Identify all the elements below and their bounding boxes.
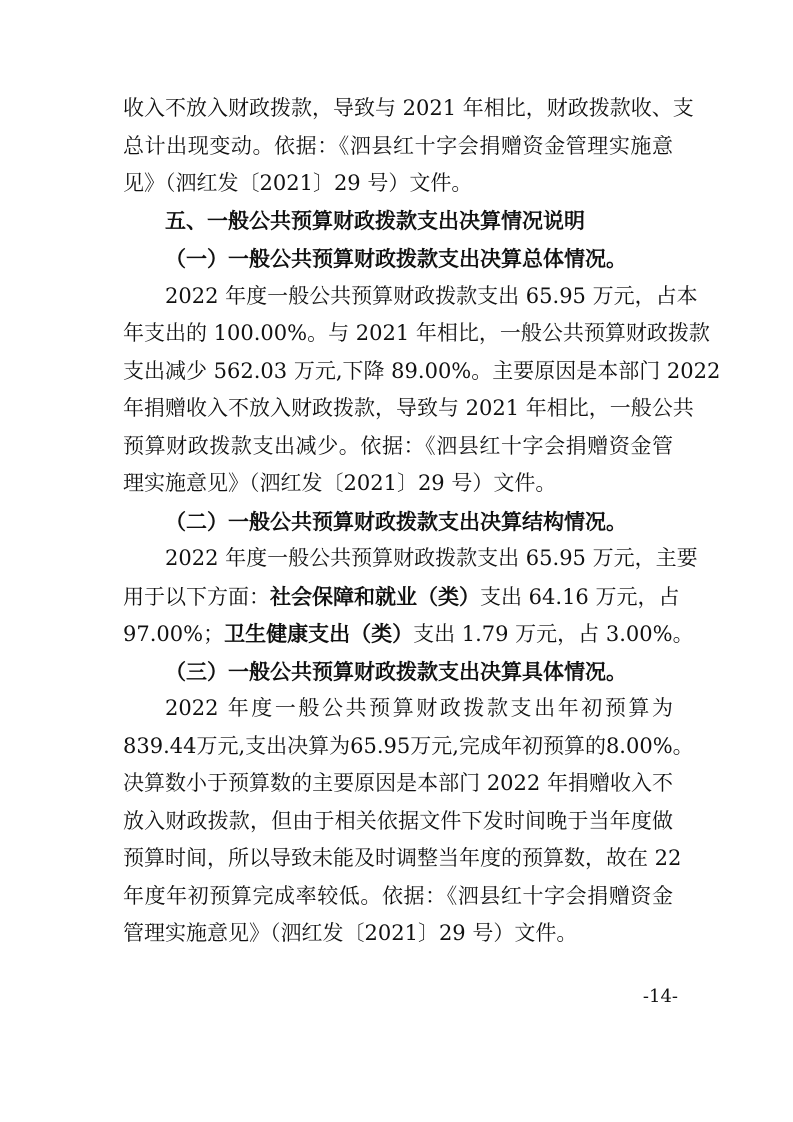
subsection-heading: （三）一般公共预算财政拨款支出决算具体情况。: [165, 658, 627, 684]
text-run: 97.00%；: [123, 622, 225, 646]
paragraph-line: 支出减少 562.03 万元,下降 89.00%。主要原因是本部门 2022: [123, 358, 721, 383]
subsection-heading: （一）一般公共预算财政拨款支出决算总体情况。: [165, 246, 627, 271]
paragraph-line: 管理实施意见》（泗红发〔2021〕29 号）文件。: [123, 921, 578, 945]
paragraph-line: 总计出现变动。依据：《泗县红十字会捐赠资金管理实施意: [123, 133, 673, 158]
bold-category: 卫生健康支出（类）: [224, 621, 414, 646]
paragraph-line: 2022 年度一般公共预算财政拨款支出 65.95 万元，占本: [165, 283, 698, 308]
paragraph-line: 年支出的 100.00%。与 2021 年相比，一般公共预算财政拨款: [123, 321, 710, 345]
paragraph-line: [123, 615, 694, 653]
text-run: 用于以下方面：: [123, 584, 270, 609]
paragraph-line: 理实施意见》（泗红发〔2021〕29 号）文件。: [123, 471, 557, 495]
subsection-heading: （二）一般公共预算财政拨款支出决算结构情况。: [165, 508, 627, 534]
page-number: -14-: [642, 986, 678, 1007]
paragraph-line: 2022 年度一般公共预算财政拨款支出年初预算为: [165, 696, 673, 720]
paragraph-line: 年捐赠收入不放入财政拨款，导致与 2021 年相比，一般公共: [123, 396, 694, 420]
body-text: [123, 90, 721, 953]
paragraph-line: 预算时间，所以导致未能及时调整当年度的预算数，故在 22: [123, 846, 682, 870]
bold-category: 社会保障和就业（类）: [270, 583, 480, 609]
paragraph-line: 预算财政拨款支出减少。依据：《泗县红十字会捐赠资金管: [123, 433, 673, 458]
paragraph-line: 2022 年度一般公共预算财政拨款支出 65.95 万元，主要: [165, 546, 698, 570]
text-run: 支出 64.16 万元，占: [480, 584, 680, 609]
text-run: 支出 1.79 万元，占 3.00%。: [413, 622, 694, 646]
paragraph-line: 决算数小于预算数的主要原因是本部门 2022 年捐赠收入不: [123, 771, 673, 795]
paragraph-line: 839.44万元,支出决算为65.95万元,完成年初预算的8.00%。: [123, 733, 694, 758]
paragraph-line: [123, 578, 680, 616]
section-heading: 五、一般公共预算财政拨款支出决算情况说明: [165, 208, 585, 233]
paragraph-line: 放入财政拨款，但由于相关依据文件下发时间晚于当年度做: [123, 808, 673, 833]
paragraph-line: 年度年初预算完成率较低。依据：《泗县红十字会捐赠资金: [123, 883, 673, 908]
paragraph-line: 见》（泗红发〔2021〕29 号）文件。: [123, 171, 473, 195]
paragraph-line: 收入不放入财政拨款，导致与 2021 年相比，财政拨款收、支: [123, 96, 694, 120]
